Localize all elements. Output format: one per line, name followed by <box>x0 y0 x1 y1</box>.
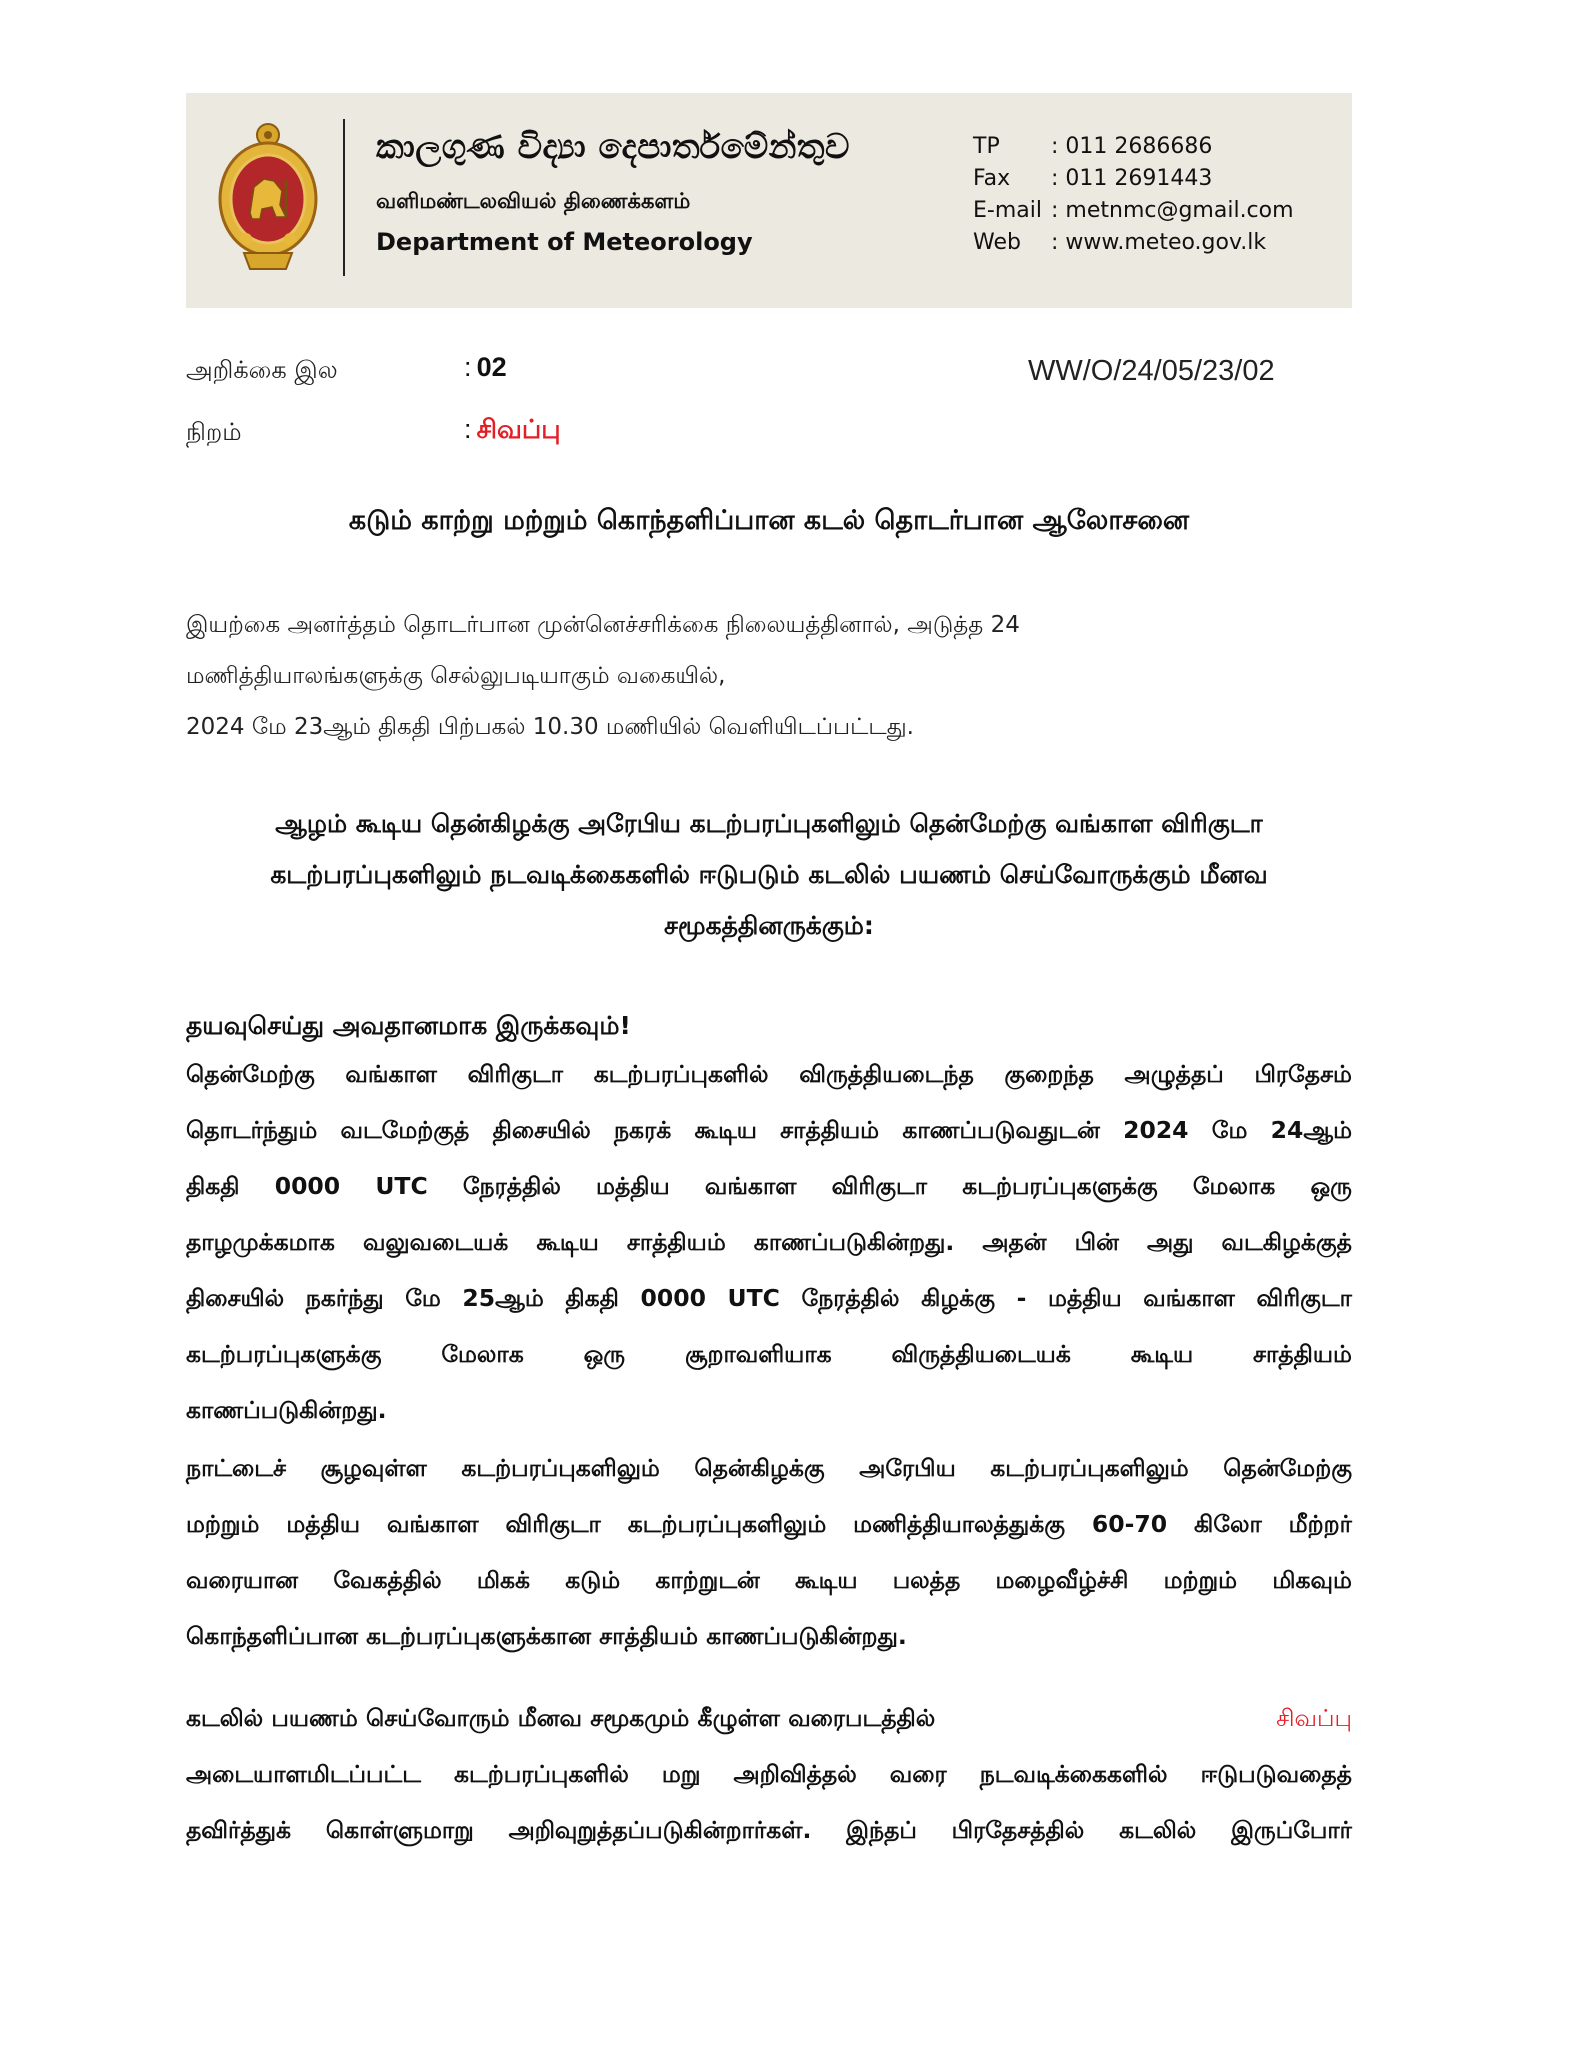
audience-block <box>186 798 1352 951</box>
colour-row <box>186 418 242 449</box>
contact-label: Web <box>973 230 1021 255</box>
para-line: வரையான வேகத்தில் மிகக் கடும் காற்றுடன் கூடிய பலத்த மழைவீழ்ச்சி மற்றும் மிகவும் <box>186 1566 1352 1594</box>
issue-line: இயற்கை அனர்த்தம் தொடர்பான முன்னெச்சரிக்கை நிலையத்தினால், அடுத்த 24 <box>186 612 1020 638</box>
notice-number-row <box>186 356 338 387</box>
contact-value: : metnmc@gmail.com <box>1051 198 1294 223</box>
dept-name-tamil: வளிமண்டலவியல் திணைக்களம் <box>376 189 691 213</box>
contact-label: TP <box>973 134 1000 159</box>
audience-line: கடற்பரப்புகளிலும் நடவடிக்கைகளில் ஈடுபடும் கடலில் பயணம் செய்வோருக்கும் மீனவ <box>270 860 1268 889</box>
notice-number-value: 02 <box>476 352 507 382</box>
audience-line: சமூகத்தினருக்கும்: <box>664 911 874 940</box>
para-line: கடற்பரப்புகளுக்கு மேலாக ஒரு சூறாவளியாக விருத்தியடையக் கூடிய சாத்தியம் <box>186 1340 1352 1368</box>
contact-value: : 011 2686686 <box>1051 134 1213 159</box>
para-line: நாட்டைச் சூழவுள்ள கடற்பரப்புகளிலும் தென்கிழக்கு அரேபிய கடற்பரப்புகளிலும் தென்மேற்கு <box>186 1454 1352 1482</box>
contact-label: E-mail <box>973 198 1042 223</box>
red-zone-word: சிவப்பு <box>1276 1704 1352 1732</box>
notice-number-value-row <box>464 352 507 383</box>
colour-value-row <box>464 414 561 448</box>
contact-value: : www.meteo.gov.lk <box>1051 230 1267 255</box>
para-line: அடையாளமிடப்பட்ட கடற்பரப்புகளில் மறு அறிவித்தல் வரை நடவடிக்கைகளில் ஈடுபடுவதைத் <box>186 1760 1352 1788</box>
colour-label: நிறம் <box>186 418 242 446</box>
notice-number-label: அறிக்கை இல <box>186 356 338 384</box>
contact-fax <box>973 163 1294 195</box>
contact-block <box>973 131 1294 259</box>
para-line: தென்மேற்கு வங்காள விரிகுடா கடற்பரப்புகளில் விருத்தியடைந்த குறைந்த அழுத்தப் பிரதேசம் <box>186 1060 1352 1088</box>
para-line: கொந்தளிப்பான கடற்பரப்புகளுக்கான சாத்தியம் காணப்படுகின்றது. <box>186 1622 907 1650</box>
para-line-text: கடலில் பயணம் செய்வோரும் மீனவ சமூகமும் கீழுள்ள வரைபடத்தில் <box>186 1704 936 1732</box>
para-line: தொடர்ந்தும் வடமேற்குத் திசையில் நகரக் கூடிய சாத்தியம் காணப்படுவதுடன் 2024 மே 24ஆம் <box>186 1116 1352 1144</box>
issue-line: மணித்தியாலங்களுக்கு செல்லுபடியாகும் வகையில், <box>186 663 726 689</box>
para-line: மற்றும் மத்திய வங்காள விரிகுடா கடற்பரப்புகளிலும் மணித்தியாலத்துக்கு 60-70 கிலோ மீற்றர் <box>186 1510 1352 1538</box>
para-line: தவிர்த்துக் கொள்ளுமாறு அறிவுறுத்தப்படுகின்றார்கள். இந்தப் பிரதேசத்தில் கடலில் இருப்போர் <box>186 1816 1352 1844</box>
issue-line: 2024 மே 23ஆம் திகதி பிற்பகல் 10.30 மணியில் வெளியிடப்பட்டது. <box>186 714 914 740</box>
contact-label: Fax <box>973 166 1011 191</box>
para-line: திசையில் நகர்ந்து மே 25ஆம் திகதி 0000 UTC நேரத்தில் கிழக்கு - மத்திய வங்காள விரிகுடா <box>186 1284 1352 1312</box>
header-divider <box>343 119 345 276</box>
para-line <box>186 1690 1352 1746</box>
sri-lanka-emblem-icon <box>216 121 321 273</box>
contact-web <box>973 227 1294 259</box>
para-line: திகதி 0000 UTC நேரத்தில் மத்திய வங்காள விரிகுடா கடற்பரப்புகளுக்கு மேலாக ஒரு <box>186 1172 1352 1200</box>
colon: : <box>464 414 472 444</box>
caution-paragraph <box>186 1006 1352 1438</box>
advisory-title: கடும் காற்று மற்றும் கொந்தளிப்பான கடல் தொடர்பான ஆலோசனை <box>348 505 1190 536</box>
colon: : <box>464 352 472 382</box>
issue-info <box>186 600 1352 753</box>
wind-paragraph <box>186 1440 1352 1664</box>
dept-name-sinhala: කාලගුණ විද්‍යා දෙපාර්තමේන්තුව <box>376 127 850 167</box>
instruction-paragraph <box>186 1690 1352 1858</box>
contact-phone <box>973 131 1294 163</box>
audience-line: ஆழம் கூடிய தென்கிழக்கு அரேபிய கடற்பரப்புகளிலும் தென்மேற்கு வங்காள விரிகுடா <box>275 809 1263 838</box>
contact-value: : 011 2691443 <box>1051 166 1213 191</box>
colour-value: சிவப்பு <box>476 415 561 445</box>
dept-name-english: Department of Meteorology <box>376 228 753 256</box>
para-line: காணப்படுகின்றது. <box>186 1396 387 1424</box>
para-line: தாழமுக்கமாக வலுவடையக் கூடிய சாத்தியம் காணப்படுகின்றது. அதன் பின் அது வடகிழக்குத் <box>186 1228 1352 1256</box>
caution-heading: தயவுசெய்து அவதானமாக இருக்கவும்! <box>186 1011 631 1040</box>
contact-email <box>973 195 1294 227</box>
letterhead <box>186 93 1352 308</box>
reference-code: WW/O/24/05/23/02 <box>1028 355 1275 387</box>
